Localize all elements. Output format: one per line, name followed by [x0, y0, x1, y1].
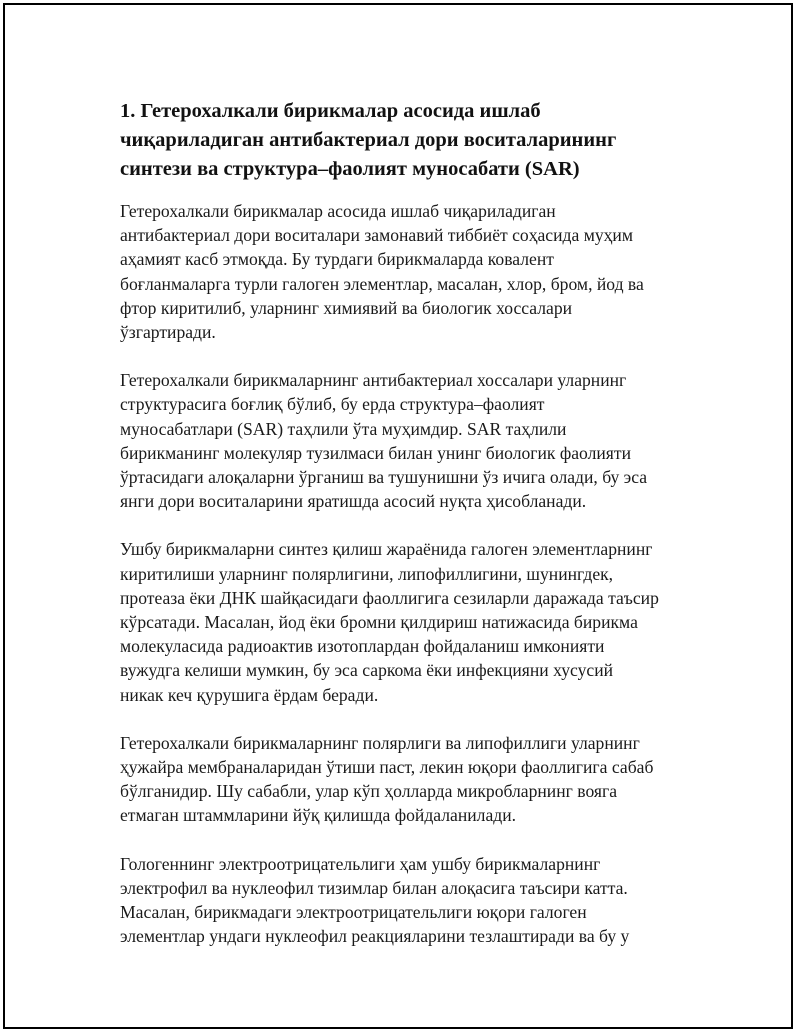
- paragraph-3: [120, 537, 690, 706]
- heading-line: 1. Гетерохалкали бирикмалар асосида ишлаб: [120, 100, 541, 122]
- paragraph-line: Гологеннинг электроотрицательлиги ҳам ушбу бирикмаларнинг: [120, 853, 601, 874]
- paragraph-line: ўртасидаги алоқаларни ўрганиш ва тушунишни ўз ичига олади, бу эса: [120, 467, 648, 488]
- heading-line: синтези ва структура–фаолият муносабати (SAR): [120, 158, 580, 180]
- page-frame: [3, 3, 793, 1029]
- paragraph-5: [120, 852, 690, 949]
- paragraph-line: никак кеч қурушига ёрдам беради.: [120, 684, 379, 705]
- paragraph-line: Гетерохалкали бирикмаларнинг полярлиги ва липофиллиги уларнинг: [120, 732, 640, 753]
- paragraph-line: Ушбу бирикмаларни синтез қилиш жараёнида галоген элементларнинг: [120, 539, 653, 560]
- paragraph-4: [120, 731, 690, 828]
- paragraph-line: аҳамият касб этмоқда. Бу турдаги бирикмаларда ковалент: [120, 249, 554, 270]
- paragraph-line: муносабатлари (SAR) таҳлили ўта муҳимдир. SAR таҳлили: [120, 418, 567, 439]
- paragraph-line: вужудга келиши мумкин, бу эса саркома ёки инфекцияни хусусий: [120, 660, 614, 681]
- paragraph-line: Гетерохалкали бирикмалар асосида ишлаб чиқариладиган: [120, 201, 556, 221]
- paragraph-1: [120, 199, 690, 344]
- paragraph-line: бирикманинг молекуляр тузилмаси билан унинг биологик фаолияти: [120, 442, 632, 463]
- paragraph-line: антибактериал дори воситалари замонавий тиббиёт соҳасида муҳим: [120, 225, 633, 246]
- paragraph-line: молекуласида радиоактив изотоплардан фойдаланиш имконияти: [120, 636, 605, 657]
- paragraph-line: протеаза ёки ДНК шайқасидаги фаоллигига сезиларли даражада таъсир: [120, 587, 659, 608]
- paragraph-line: бўлганидир. Шу сабабли, улар кўп ҳолларда микробларнинг вояга: [120, 781, 618, 802]
- paragraph-line: янги дори воситаларини яратишда асосий нуқта ҳисобланади.: [120, 491, 587, 512]
- paragraph-line: электрофил ва нуклеофил тизимлар билан алоқасига таъсири катта.: [120, 877, 628, 898]
- document-content: [120, 97, 690, 972]
- paragraph-line: киритилиши уларнинг полярлигини, липофиллигини, шунингдек,: [120, 563, 614, 584]
- paragraph-line: структурасига боғлиқ бўлиб, бу ерда структура–фаолият: [120, 394, 545, 415]
- section-heading: [120, 97, 690, 184]
- paragraph-line: ўзгартиради.: [120, 322, 216, 343]
- paragraph-2: [120, 368, 690, 513]
- paragraph-line: етмаган штаммларини йўқ қилишда фойдаланилади.: [120, 805, 517, 826]
- paragraph-line: ҳужайра мембраналаридан ўтиши паст, лекин юқори фаоллигига сабаб: [120, 757, 654, 778]
- heading-line: чиқариладиган антибактериал дори воситаларининг: [120, 129, 617, 151]
- paragraph-line: боғланмаларга турли галоген элементлар, масалан, хлор, бром, йод ва: [120, 273, 644, 294]
- paragraph-line: кўрсатади. Масалан, йод ёки бромни қилдириш натижасида бирикма: [120, 612, 638, 633]
- paragraph-line: фтор киритилиб, уларнинг химиявий ва биологик хоссалари: [120, 297, 573, 318]
- paragraph-line: Масалан, бирикмадаги электроотрицательлиги юқори галоген: [120, 902, 587, 923]
- paragraph-line: Гетерохалкали бирикмаларнинг антибактериал хоссалари уларнинг: [120, 370, 627, 391]
- paragraph-line: элементлар ундаги нуклеофил реакцияларини тезлаштиради ва бу у: [120, 926, 630, 947]
